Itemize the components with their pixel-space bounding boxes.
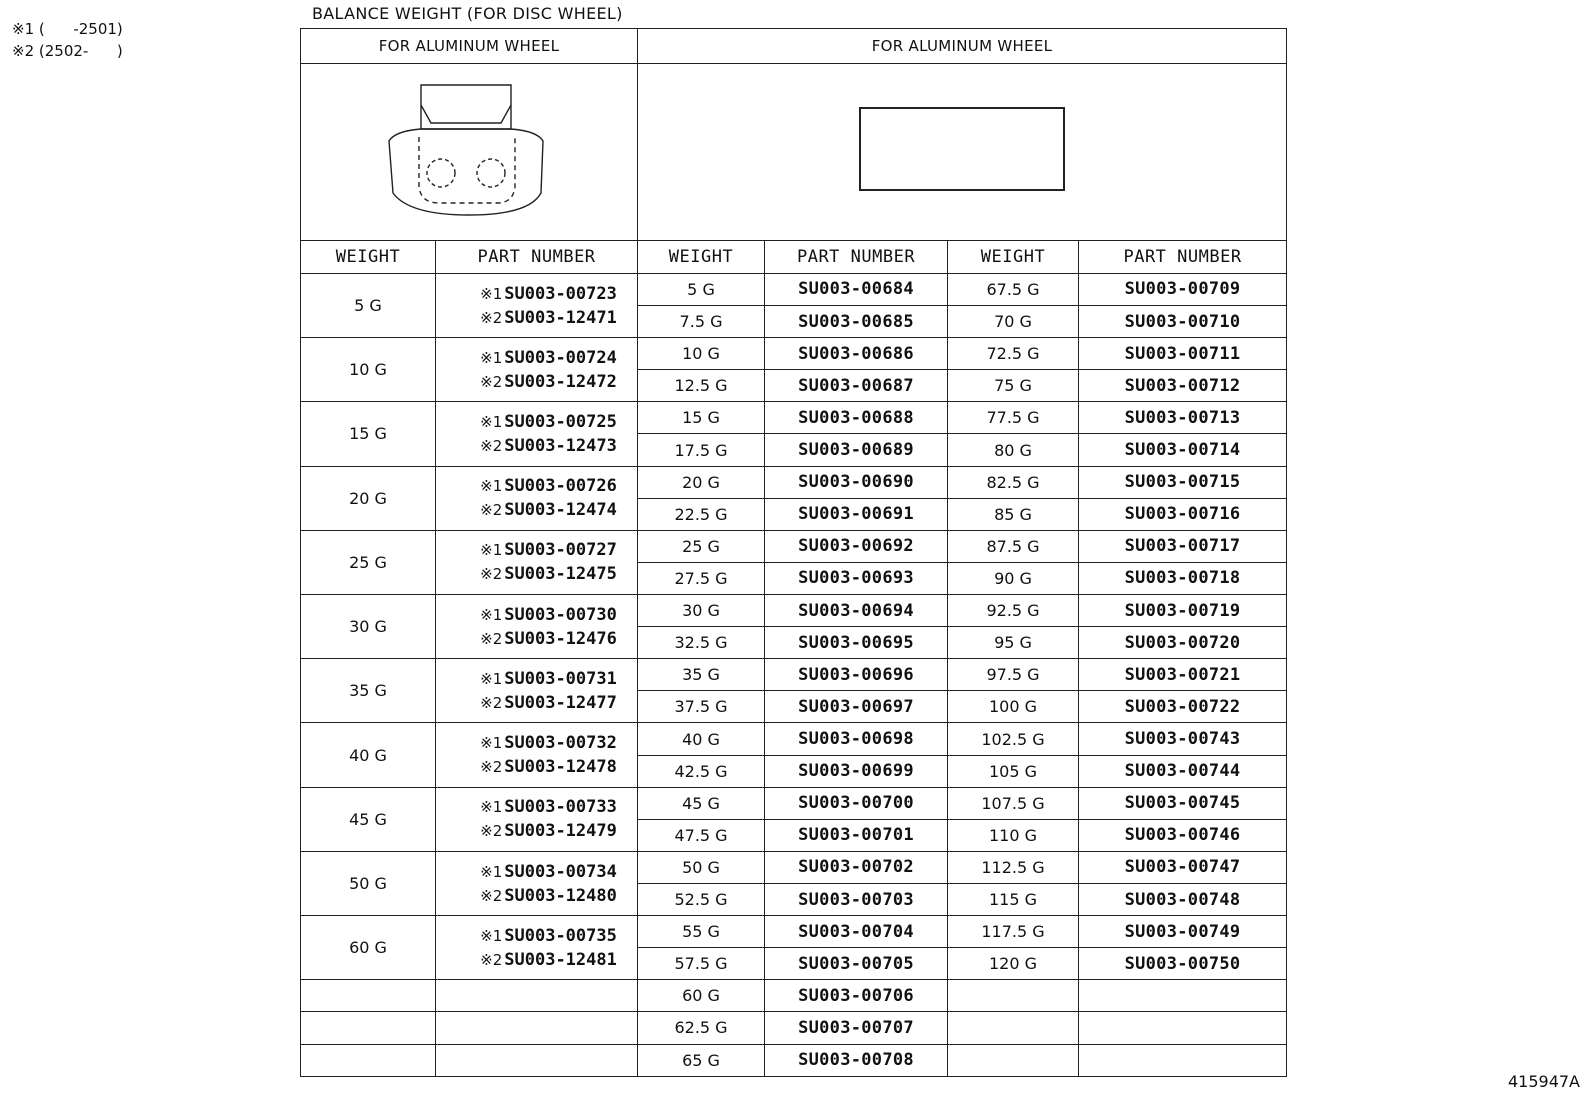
part-number-cell <box>1079 1012 1287 1044</box>
part-number-cell: SU003-00699 <box>765 755 948 787</box>
part-number-cell: SU003-00698 <box>765 723 948 755</box>
left-weight-header: WEIGHT <box>301 240 436 273</box>
weight-cell: 35 G <box>638 659 765 691</box>
weight-cell: 15 G <box>638 402 765 434</box>
left-weight-cell: 60 G <box>301 916 436 980</box>
left-part-number-header: PART NUMBER <box>436 240 638 273</box>
part-number-post: SU003-12474 <box>504 500 617 521</box>
part-number-cell: SU003-00744 <box>1079 755 1287 787</box>
part-number-cell: SU003-00693 <box>765 562 948 594</box>
part-number-post: SU003-12475 <box>504 564 617 585</box>
weight-cell: 20 G <box>638 466 765 498</box>
part-number-post: SU003-12473 <box>504 435 617 456</box>
date-legend <box>12 18 123 62</box>
part-number-pre: SU003-00723 <box>504 283 617 304</box>
mark-2: ※2 <box>480 886 503 905</box>
left-part-number-cell <box>436 723 638 787</box>
mark-2: ※2 <box>480 372 503 391</box>
part-number-pre: SU003-00731 <box>504 668 617 689</box>
weight-cell: 25 G <box>638 530 765 562</box>
table-row <box>301 851 1287 883</box>
part-number-cell: SU003-00700 <box>765 787 948 819</box>
weight-cell: 100 G <box>948 691 1079 723</box>
part-number-cell: SU003-00712 <box>1079 370 1287 402</box>
weight-cell: 72.5 G <box>948 338 1079 370</box>
mark-1: ※1 <box>480 477 503 496</box>
weight-cell: 32.5 G <box>638 627 765 659</box>
part-number-pre: SU003-00735 <box>504 925 617 946</box>
part-number-pre: SU003-00724 <box>504 347 617 368</box>
part-number-pre: SU003-00732 <box>504 733 617 754</box>
empty-cell <box>301 1012 436 1044</box>
weight-cell: 52.5 G <box>638 884 765 916</box>
weight-cell: 75 G <box>948 370 1079 402</box>
weight-cell: 65 G <box>638 1044 765 1076</box>
adhesive-weight-icon <box>852 100 1072 200</box>
weight-cell: 82.5 G <box>948 466 1079 498</box>
mark-2: ※2 <box>480 950 503 969</box>
part-number-cell: SU003-00692 <box>765 530 948 562</box>
part-number-pre: SU003-00730 <box>504 604 617 625</box>
left-part-number-cell <box>436 659 638 723</box>
part-number-cell: SU003-00695 <box>765 627 948 659</box>
mark-1: ※1 <box>480 669 503 688</box>
weight-cell: 60 G <box>638 980 765 1012</box>
table-row <box>301 530 1287 562</box>
left-part-number-cell <box>436 530 638 594</box>
weight-cell: 87.5 G <box>948 530 1079 562</box>
mark-1: ※1 <box>480 862 503 881</box>
weight-cell: 10 G <box>638 338 765 370</box>
mark-2: ※2 <box>480 501 503 520</box>
right-section-header: FOR ALUMINUM WHEEL <box>638 29 1287 64</box>
table-row <box>301 916 1287 948</box>
empty-cell <box>436 1012 638 1044</box>
part-number-cell: SU003-00717 <box>1079 530 1287 562</box>
weight-cell: 102.5 G <box>948 723 1079 755</box>
left-part-number-cell <box>436 851 638 915</box>
empty-cell <box>301 1044 436 1076</box>
part-number-cell: SU003-00687 <box>765 370 948 402</box>
weight-cell: 27.5 G <box>638 562 765 594</box>
adhesive-weight-illustration <box>638 64 1287 241</box>
left-part-number-cell <box>436 787 638 851</box>
part-number-cell: SU003-00745 <box>1079 787 1287 819</box>
weight-cell: 90 G <box>948 562 1079 594</box>
weight-cell: 105 G <box>948 755 1079 787</box>
part-number-cell: SU003-00718 <box>1079 562 1287 594</box>
balance-weight-table <box>300 28 1287 1077</box>
part-number-cell: SU003-00704 <box>765 916 948 948</box>
part-number-cell: SU003-00709 <box>1079 273 1287 305</box>
weight-cell: 12.5 G <box>638 370 765 402</box>
left-part-number-cell <box>436 595 638 659</box>
part-number-cell: SU003-00684 <box>765 273 948 305</box>
weight-cell: 5 G <box>638 273 765 305</box>
part-number-cell: SU003-00721 <box>1079 659 1287 691</box>
sheet-title: BALANCE WEIGHT (FOR DISC WHEEL) <box>312 4 623 23</box>
part-number-cell: SU003-00685 <box>765 306 948 338</box>
weight-cell: 112.5 G <box>948 851 1079 883</box>
right-part-number-header-1: PART NUMBER <box>765 240 948 273</box>
part-number-post: SU003-12481 <box>504 949 617 970</box>
weight-cell: 77.5 G <box>948 402 1079 434</box>
part-number-cell: SU003-00722 <box>1079 691 1287 723</box>
part-number-cell: SU003-00716 <box>1079 498 1287 530</box>
weight-cell: 42.5 G <box>638 755 765 787</box>
table-row <box>301 1012 1287 1044</box>
part-number-cell: SU003-00708 <box>765 1044 948 1076</box>
mark-2: ※2 <box>480 436 503 455</box>
part-number-post: SU003-12472 <box>504 371 617 392</box>
weight-cell: 62.5 G <box>638 1012 765 1044</box>
table-row <box>301 402 1287 434</box>
left-weight-cell: 40 G <box>301 723 436 787</box>
weight-cell: 30 G <box>638 595 765 627</box>
mark-2: ※2 <box>480 565 503 584</box>
clip-on-weight-illustration <box>301 64 638 241</box>
weight-cell: 50 G <box>638 851 765 883</box>
part-number-cell: SU003-00701 <box>765 819 948 851</box>
mark-1: ※1 <box>480 348 503 367</box>
part-number-cell <box>1079 1044 1287 1076</box>
weight-cell: 97.5 G <box>948 659 1079 691</box>
part-number-post: SU003-12480 <box>504 885 617 906</box>
weight-cell: 115 G <box>948 884 1079 916</box>
weight-cell: 55 G <box>638 916 765 948</box>
part-number-pre: SU003-00726 <box>504 476 617 497</box>
weight-cell: 47.5 G <box>638 819 765 851</box>
weight-cell: 95 G <box>948 627 1079 659</box>
mark-1: ※1 <box>480 926 503 945</box>
part-number-cell: SU003-00750 <box>1079 948 1287 980</box>
weight-cell: 40 G <box>638 723 765 755</box>
part-number-cell: SU003-00749 <box>1079 916 1287 948</box>
part-number-post: SU003-12476 <box>504 628 617 649</box>
weight-cell: 7.5 G <box>638 306 765 338</box>
part-number-cell: SU003-00703 <box>765 884 948 916</box>
left-weight-cell: 45 G <box>301 787 436 851</box>
weight-cell: 92.5 G <box>948 595 1079 627</box>
right-weight-header-1: WEIGHT <box>638 240 765 273</box>
right-weight-header-2: WEIGHT <box>948 240 1079 273</box>
left-part-number-cell <box>436 402 638 466</box>
left-part-number-cell <box>436 273 638 337</box>
weight-cell <box>948 1044 1079 1076</box>
table-row <box>301 595 1287 627</box>
part-number-cell: SU003-00711 <box>1079 338 1287 370</box>
part-number-cell: SU003-00688 <box>765 402 948 434</box>
empty-cell <box>436 1044 638 1076</box>
part-number-post: SU003-12477 <box>504 692 617 713</box>
weight-cell: 80 G <box>948 434 1079 466</box>
weight-cell: 17.5 G <box>638 434 765 466</box>
drawing-id: 415947A <box>1507 1072 1580 1091</box>
left-weight-cell: 50 G <box>301 851 436 915</box>
part-number-cell: SU003-00713 <box>1079 402 1287 434</box>
weight-cell <box>948 1012 1079 1044</box>
mark-1: ※1 <box>480 798 503 817</box>
weight-cell: 22.5 G <box>638 498 765 530</box>
part-number-cell: SU003-00697 <box>765 691 948 723</box>
left-weight-cell: 25 G <box>301 530 436 594</box>
mark-1: ※1 <box>480 541 503 560</box>
part-number-cell: SU003-00715 <box>1079 466 1287 498</box>
weight-cell: 57.5 G <box>638 948 765 980</box>
weight-cell: 67.5 G <box>948 273 1079 305</box>
part-number-cell: SU003-00720 <box>1079 627 1287 659</box>
empty-cell <box>436 980 638 1012</box>
legend-line-1: ※1 ( -2501) <box>12 20 123 38</box>
part-number-cell: SU003-00743 <box>1079 723 1287 755</box>
part-number-cell: SU003-00710 <box>1079 306 1287 338</box>
table-row <box>301 338 1287 370</box>
left-weight-cell: 35 G <box>301 659 436 723</box>
weight-cell: 85 G <box>948 498 1079 530</box>
weight-cell: 45 G <box>638 787 765 819</box>
table-row <box>301 787 1287 819</box>
part-number-cell: SU003-00702 <box>765 851 948 883</box>
legend-line-2: ※2 (2502- ) <box>12 42 123 60</box>
mark-1: ※1 <box>480 284 503 303</box>
right-part-number-header-2: PART NUMBER <box>1079 240 1287 273</box>
part-number-post: SU003-12471 <box>504 307 617 328</box>
part-number-cell: SU003-00690 <box>765 466 948 498</box>
part-number-cell: SU003-00719 <box>1079 595 1287 627</box>
mark-2: ※2 <box>480 822 503 841</box>
part-number-post: SU003-12478 <box>504 757 617 778</box>
left-section-header: FOR ALUMINUM WHEEL <box>301 29 638 64</box>
mark-1: ※1 <box>480 412 503 431</box>
part-number-cell: SU003-00696 <box>765 659 948 691</box>
empty-cell <box>301 980 436 1012</box>
part-number-cell: SU003-00707 <box>765 1012 948 1044</box>
weight-cell: 107.5 G <box>948 787 1079 819</box>
part-number-pre: SU003-00733 <box>504 797 617 818</box>
part-number-cell: SU003-00691 <box>765 498 948 530</box>
mark-1: ※1 <box>480 605 503 624</box>
weight-cell: 37.5 G <box>638 691 765 723</box>
weight-cell: 120 G <box>948 948 1079 980</box>
part-number-cell: SU003-00694 <box>765 595 948 627</box>
left-weight-cell: 20 G <box>301 466 436 530</box>
table-row <box>301 723 1287 755</box>
part-number-cell: SU003-00689 <box>765 434 948 466</box>
part-number-cell: SU003-00686 <box>765 338 948 370</box>
part-number-cell: SU003-00746 <box>1079 819 1287 851</box>
mark-2: ※2 <box>480 758 503 777</box>
weight-cell: 117.5 G <box>948 916 1079 948</box>
table-row <box>301 980 1287 1012</box>
weight-cell <box>948 980 1079 1012</box>
table-row <box>301 659 1287 691</box>
table-row <box>301 1044 1287 1076</box>
part-number-cell: SU003-00748 <box>1079 884 1287 916</box>
mark-2: ※2 <box>480 693 503 712</box>
mark-2: ※2 <box>480 308 503 327</box>
left-part-number-cell <box>436 338 638 402</box>
part-number-cell: SU003-00747 <box>1079 851 1287 883</box>
table-row <box>301 466 1287 498</box>
part-number-cell: SU003-00705 <box>765 948 948 980</box>
part-number-cell <box>1079 980 1287 1012</box>
left-weight-cell: 15 G <box>301 402 436 466</box>
left-part-number-cell <box>436 916 638 980</box>
part-number-pre: SU003-00727 <box>504 540 617 561</box>
part-number-pre: SU003-00734 <box>504 861 617 882</box>
weight-cell: 70 G <box>948 306 1079 338</box>
mark-2: ※2 <box>480 629 503 648</box>
left-weight-cell: 30 G <box>301 595 436 659</box>
clip-weight-icon <box>379 75 559 225</box>
part-number-cell: SU003-00706 <box>765 980 948 1012</box>
part-number-cell: SU003-00714 <box>1079 434 1287 466</box>
left-part-number-cell <box>436 466 638 530</box>
left-weight-cell: 5 G <box>301 273 436 337</box>
part-number-post: SU003-12479 <box>504 821 617 842</box>
mark-1: ※1 <box>480 734 503 753</box>
part-number-pre: SU003-00725 <box>504 411 617 432</box>
left-weight-cell: 10 G <box>301 338 436 402</box>
weight-cell: 110 G <box>948 819 1079 851</box>
table-row <box>301 273 1287 305</box>
